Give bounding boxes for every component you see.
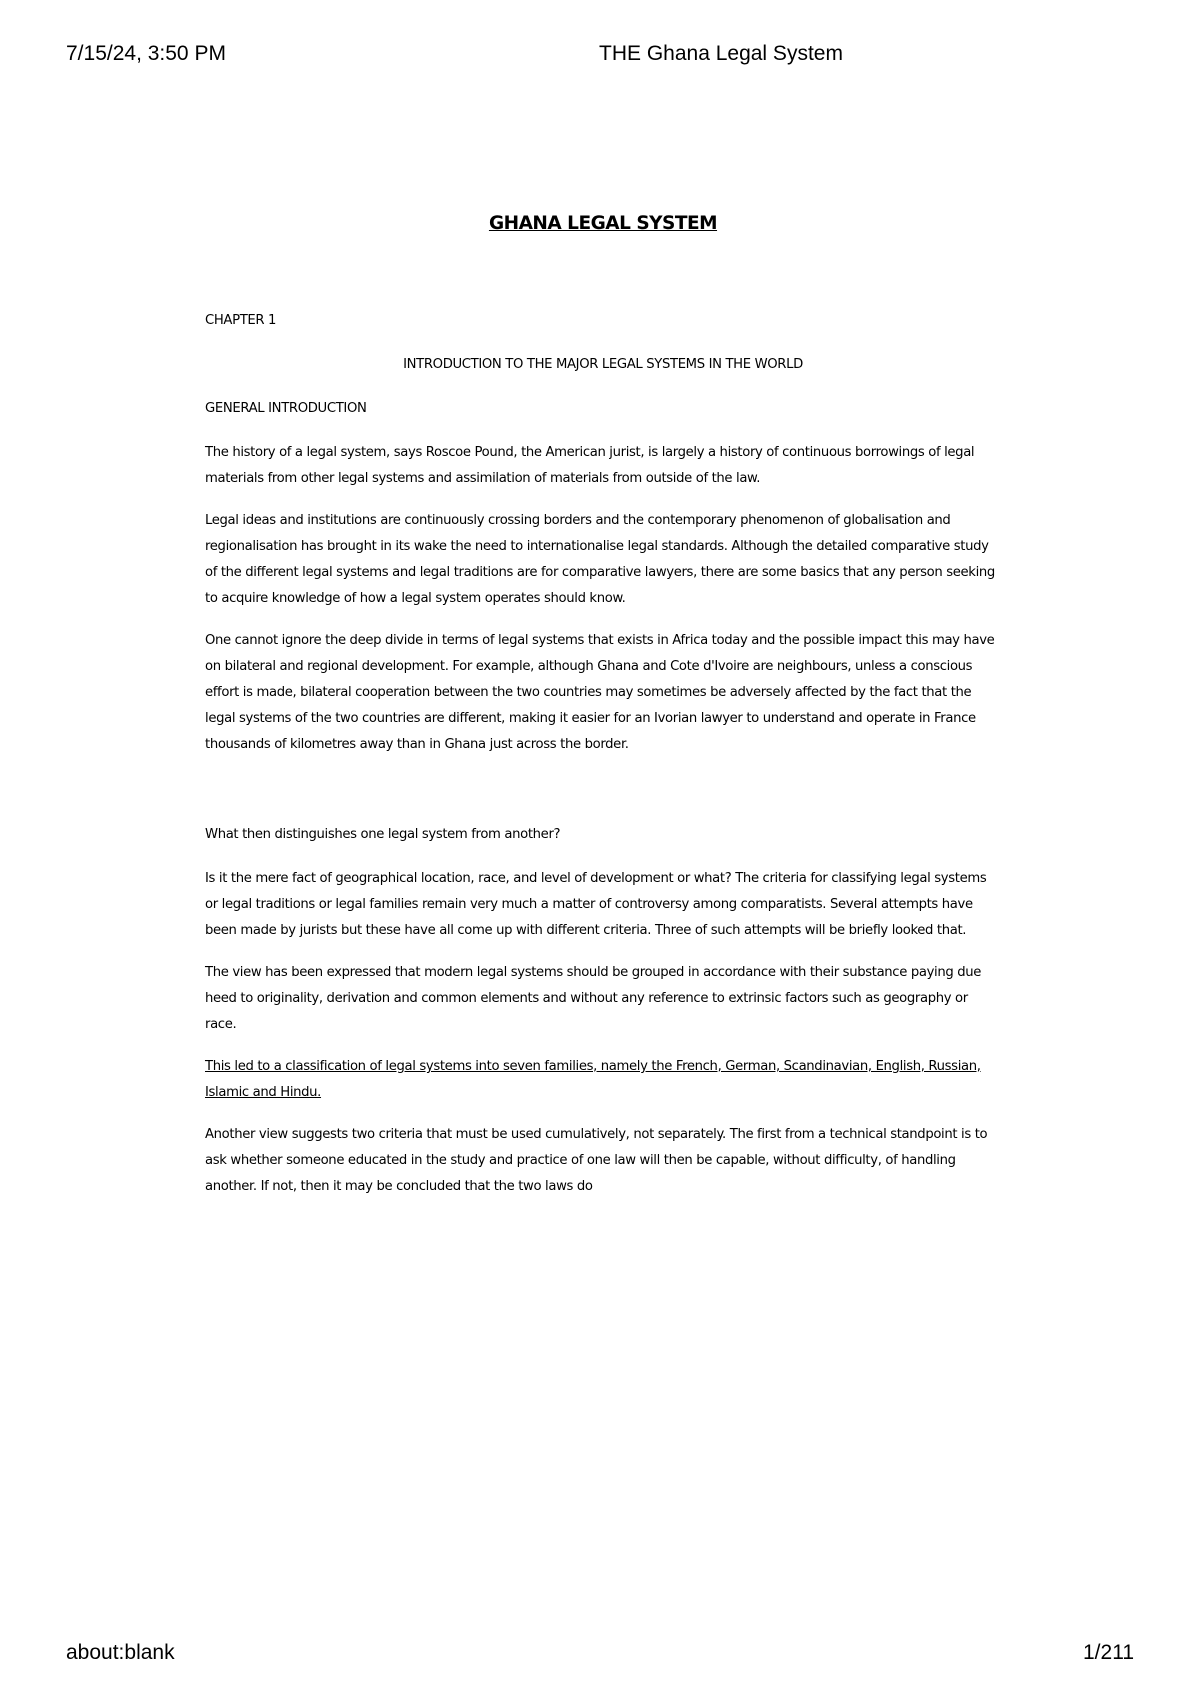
- print-header-title: THE Ghana Legal System: [599, 42, 843, 65]
- document-body: [205, 208, 1001, 1216]
- paragraph: Is it the mere fact of geographical location, race, and level of development or what? The criteria for classifying legal systems or legal traditions or legal families remain very much a matter of controversy among comparatists. Several attempts have been made by jurists but these have all come up with different criteria. Three of such attempts will be briefly looked that.: [205, 871, 987, 938]
- section-heading: GENERAL INTRODUCTION: [205, 401, 367, 416]
- question-heading: What then distinguishes one legal system from another?: [205, 827, 561, 842]
- chapter-label: CHAPTER 1: [205, 313, 277, 328]
- document-title: GHANA LEGAL SYSTEM: [488, 213, 718, 234]
- underlined-paragraph: This led to a classification of legal systems into seven families, namely the French, German, Scandinavian, English, Russian, Islamic and Hindu.: [205, 1059, 981, 1100]
- print-footer-url: about:blank: [66, 1641, 175, 1664]
- chapter-title: INTRODUCTION TO THE MAJOR LEGAL SYSTEMS IN THE WORLD: [403, 357, 803, 372]
- paragraph: Legal ideas and institutions are continuously crossing borders and the contemporary phenomenon of globalisation and regionalisation has brought in its wake the need to internationalise legal standards. Although the detailed comparative study of the different legal systems and legal traditions are for comparative lawyers, there are some basics that any person seeking to acquire knowledge of how a legal system operates should know.: [205, 513, 995, 606]
- print-header-date: 7/15/24, 3:50 PM: [66, 42, 226, 65]
- paragraph: The view has been expressed that modern legal systems should be grouped in accordance with their substance paying due heed to originality, derivation and common elements and without any reference to extrinsic factors such as geography or race.: [205, 965, 981, 1032]
- paragraph: Another view suggests two criteria that must be used cumulatively, not separately. The first from a technical standpoint is to ask whether someone educated in the study and practice of one law will then be capable, without difficulty, of handling another. If not, then it may be concluded that the two laws do: [205, 1127, 988, 1194]
- paragraph: One cannot ignore the deep divide in terms of legal systems that exists in Africa today and the possible impact this may have on bilateral and regional development. For example, although Ghana and Cote d'Ivoire are neighbours, unless a conscious effort is made, bilateral cooperation between the two countries may sometimes be adversely affected by the fact that the legal systems of the two countries are different, making it easier for an Ivorian lawyer to understand and operate in France thousands of kilometres away than in Ghana just across the border.: [205, 633, 995, 752]
- print-footer-page-number: 1/211: [1083, 1641, 1134, 1664]
- paragraph: The history of a legal system, says Roscoe Pound, the American jurist, is largely a history of continuous borrowings of legal materials from other legal systems and assimilation of materials from outside of the law.: [205, 445, 975, 486]
